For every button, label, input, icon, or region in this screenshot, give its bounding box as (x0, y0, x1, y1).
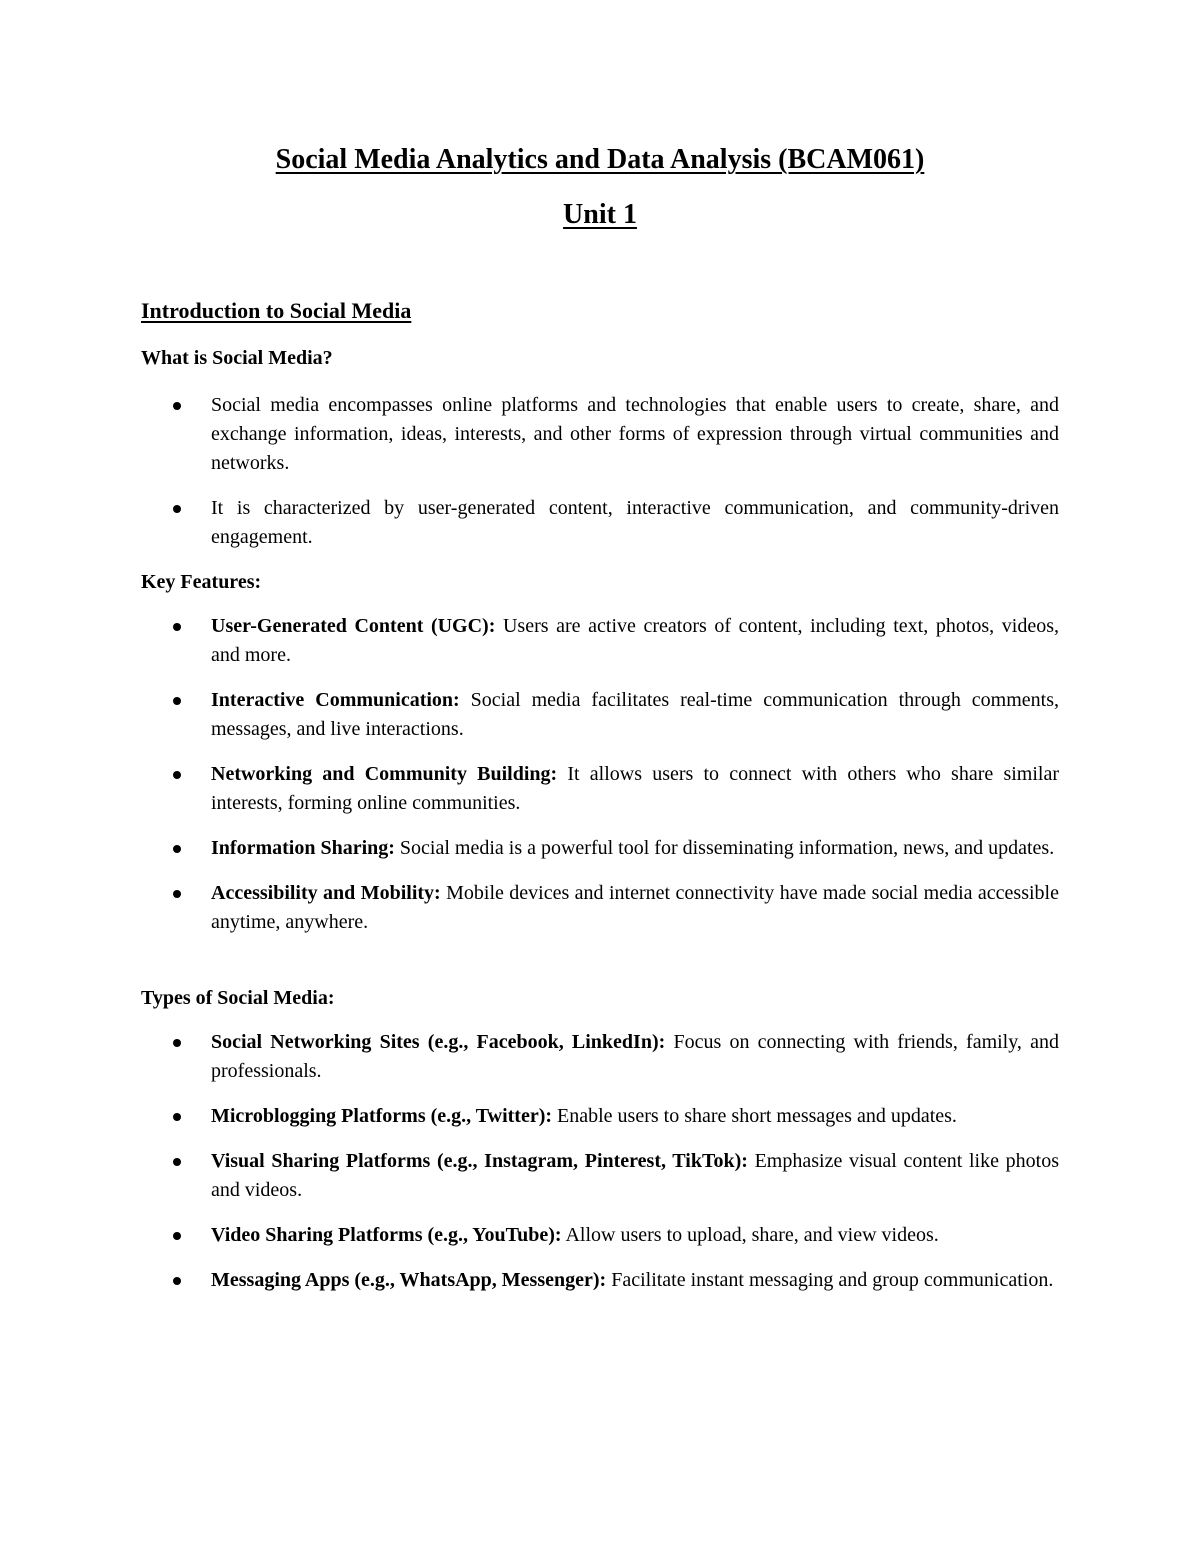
item-label: Social Networking Sites (e.g., Facebook, LinkedIn): (211, 1031, 666, 1053)
list-item (141, 1147, 1059, 1205)
key-features-heading: Key Features: (141, 571, 262, 593)
bullet-icon (173, 697, 181, 705)
item-text: Facilitate instant messaging and group communication. (606, 1269, 1054, 1291)
item-label: Interactive Communication: (211, 689, 460, 711)
item-text: Users are active creators of content, including text, photos, videos, and more. (211, 615, 1059, 666)
types-list (141, 1028, 1059, 1295)
item-label: Microblogging Platforms (e.g., Twitter): (211, 1105, 553, 1127)
item-text: Social media encompasses online platforms and technologies that enable users to create, share, and exchange information, ideas, interests, and other forms of expression through virtual communities and networks. (211, 394, 1059, 474)
item-label: Visual Sharing Platforms (e.g., Instagram, Pinterest, TikTok): (211, 1150, 748, 1172)
item-text: Social media is a powerful tool for disseminating information, news, and updates. (394, 837, 1055, 859)
item-label: Information Sharing: (211, 837, 395, 859)
item-label: Video Sharing Platforms (e.g., YouTube): (211, 1224, 562, 1246)
section-heading: Introduction to Social Media (141, 298, 412, 323)
list-item (141, 612, 1059, 670)
item-text: Social media facilitates real-time communication through comments, messages, and live interactions. (211, 689, 1060, 740)
item-text: Focus on connecting with friends, family, and professionals. (211, 1031, 1059, 1082)
bullet-icon (173, 1277, 181, 1285)
item-label: Networking and Community Building: (211, 763, 558, 785)
bullet-icon (173, 505, 181, 513)
list-item (141, 686, 1059, 744)
list-item (141, 1266, 1059, 1295)
types-heading: Types of Social Media: (141, 987, 335, 1009)
list-item (141, 1028, 1059, 1086)
item-text: Mobile devices and internet connectivity have made social media accessible anytime, anywhere. (211, 882, 1059, 933)
list-item (141, 760, 1059, 818)
bullet-icon (173, 623, 181, 631)
unit-title: Unit 1 (563, 199, 637, 230)
list-item (141, 494, 1059, 552)
list-item (141, 1221, 1059, 1250)
bullet-icon (173, 1113, 181, 1121)
list-item (141, 391, 1059, 478)
bullet-icon (173, 1158, 181, 1166)
item-text: It allows users to connect with others who share similar interests, forming online communities. (211, 763, 1059, 814)
item-text: Emphasize visual content like photos and videos. (211, 1150, 1060, 1201)
document-title: Social Media Analytics and Data Analysis (BCAM061) (275, 144, 925, 175)
bullet-icon (173, 845, 181, 853)
what-is-list (141, 391, 1059, 552)
list-item (141, 879, 1059, 937)
list-item (141, 834, 1059, 863)
bullet-icon (173, 1232, 181, 1240)
bullet-icon (173, 890, 181, 898)
bullet-icon (173, 402, 181, 410)
item-text: It is characterized by user-generated content, interactive communication, and community-driven engagement. (211, 497, 1059, 548)
bullet-icon (173, 771, 181, 779)
item-label: Accessibility and Mobility: (211, 882, 441, 904)
item-text: Allow users to upload, share, and view videos. (561, 1224, 939, 1246)
key-features-list (141, 612, 1059, 937)
item-label: User-Generated Content (UGC): (211, 615, 496, 637)
what-is-heading: What is Social Media? (141, 347, 333, 369)
list-item (141, 1102, 1059, 1131)
item-label: Messaging Apps (e.g., WhatsApp, Messenger): (211, 1269, 607, 1291)
bullet-icon (173, 1039, 181, 1047)
item-text: Enable users to share short messages and updates. (552, 1105, 957, 1127)
